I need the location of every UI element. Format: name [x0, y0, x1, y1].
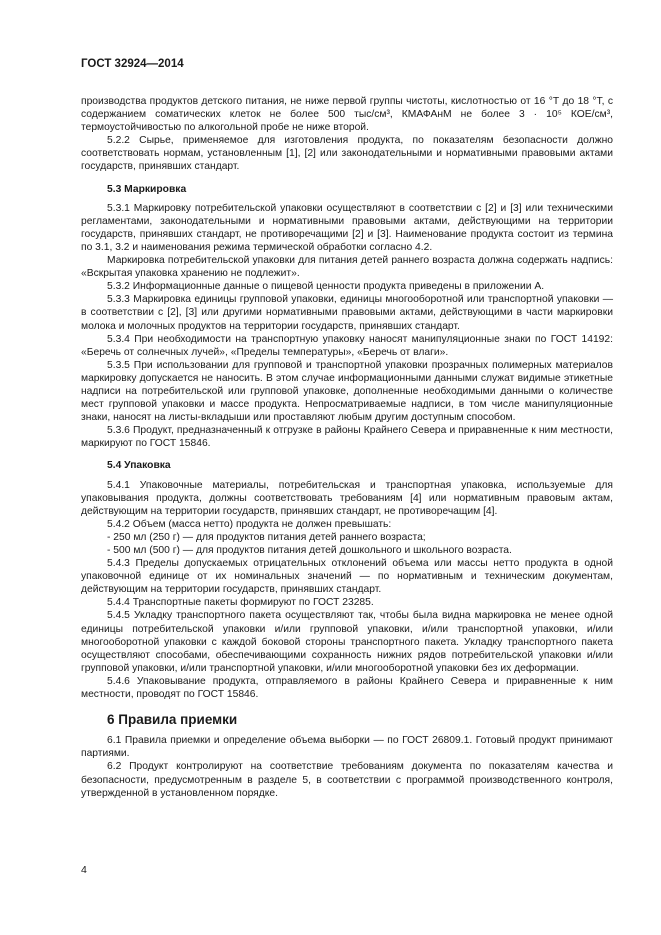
paragraph-5-4-6: 5.4.6 Упаковывание продукта, отправляемого в районы Крайнего Севера и приравненные к ним местности, проводят по ГОСТ 15846. — [81, 675, 613, 701]
list-item: - 500 мл (500 г) — для продуктов питания детей дошкольного и школьного возраста. — [107, 545, 512, 556]
paragraph-5-3-1-b: Маркировка потребительской упаковки для питания детей раннего возраста должна содержать надпись: «Вскрытая упаковка хранению не подлежит». — [81, 255, 613, 280]
document-header: ГОСТ 32924—2014 — [81, 58, 184, 70]
paragraph-5-4-1: 5.4.1 Упаковочные материалы, потребительская и транспортная упаковка, используемые для упаковывания продукта, должны соответствовать требованиям [4] или нормативным правовым актам, действующим на территории государств, принявших стандарт, не противоречащим [4]. — [81, 479, 613, 517]
paragraph-5-3-5: 5.3.5 При использовании для групповой и транспортной упаковки прозрачных полимерных материалов маркировку допускается не наносить. В этом случае информационными данными служат видимые этикетные надписи на потребительской или групповой упаковке, дополненные необходимыми данными о количестве мест групповой упаковки и массе продукта. Непросматриваемые надписи, в том числе манипуляционные знаки, наносят на листы-вкладыши или проставляют любым другим доступным способом. — [81, 359, 613, 424]
paragraph-5-4-5: 5.4.5 Укладку транспортного пакета осуществляют так, чтобы была видна маркировка не менее одной единицы потребительской упаковки и/или групповой упаковки, и/или транспортной упаковки, и/или многооборотной упаковки с каждой боковой стороны транспортного пакета. Укладку транспортного пакета осуществляют способами, обеспечивающими сохранность нижних рядов потребительской упаковки и/или групповой упаковки, и/или транспортной упаковки, и/или многооборотной упаковки без их деформации. — [81, 610, 613, 674]
paragraph-continuation: производства продуктов детского питания, не ниже первой группы чистоты, кислотностью от 16 °Т до 18 °Т, с содержанием соматических клеток не более 500 тыс/см³, КМАФАнМ не более 3 · 10⁵ КОЕ/см³, термоустойчивостью по алкогольной пробе не ниже второй. — [81, 96, 613, 134]
paragraph-6-1: 6.1 Правила приемки и определение объема выборки — по ГОСТ 26809.1. Готовый продукт принимают партиями. — [81, 735, 613, 760]
paragraph-5-3-3: 5.3.3 Маркировка единицы групповой упаковки, единицы многооборотной или транспортной упаковки — в соответствии с [2], [3] или другими нормативными правовыми актами, действующими в части маркировки молока и молочных продуктов на территории государств, принявших стандарт. — [81, 294, 613, 332]
paragraph-5-4-3: 5.4.3 Пределы допускаемых отрицательных отклонений объема или массы нетто продукта в одной упаковочной единице от их номинальных значений — по нормативным и техническим документам, действующим на территории государств, принявших стандарт. — [81, 558, 613, 596]
paragraph-5-4-2: 5.4.2 Объем (масса нетто) продукта не должен превышать: — [107, 518, 392, 530]
heading-section-6: 6 Правила приемки — [107, 712, 238, 728]
heading-5-3: 5.3 Маркировка — [107, 183, 187, 195]
paragraph-5-3-1: 5.3.1 Маркировку потребительской упаковки осуществляют в соответствии с [2] и [3] или техническими регламентами, законодательными и нормативными правовыми актами, действующими на территории государств, принявших стандарт, не противоречащими [2] и [3]. Наименование продукта состоит из термина по 3.1, 3.2 и наименования режима термической обработки согласно 4.2. — [81, 202, 613, 253]
paragraph-5-3-4: 5.3.4 При необходимости на транспортную упаковку наносят манипуляционные знаки по ГОСТ 14192: «Беречь от солнечных лучей», «Пределы температуры», «Беречь от влаги». — [81, 333, 613, 358]
page-number: 4 — [81, 864, 87, 876]
page-content — [81, 95, 613, 800]
paragraph-6-2: 6.2 Продукт контролируют на соответствие требованиям документа по показателям качества и безопасности, предусмотренным в разделе 5, в соответствии с программой производственного контроля, утвержденной в установленном порядке. — [81, 761, 613, 799]
list-item: - 250 мл (250 г) — для продуктов питания детей раннего возраста; — [107, 531, 426, 543]
heading-5-4: 5.4 Упаковка — [107, 460, 171, 472]
paragraph-5-4-4: 5.4.4 Транспортные пакеты формируют по ГОСТ 23285. — [107, 597, 374, 609]
paragraph-5-3-2: 5.3.2 Информационные данные о пищевой ценности продукта приведены в приложении А. — [107, 281, 545, 293]
paragraph-5-2-2: 5.2.2 Сырье, применяемое для изготовления продукта, по показателям безопасности должно соответствовать нормам, установленным [1], [2] или законодательными и нормативными правовыми актами государств, принявших стандарт. — [81, 135, 613, 173]
paragraph-5-3-6: 5.3.6 Продукт, предназначенный к отгрузке в районы Крайнего Севера и приравненные к ним местности, маркируют по ГОСТ 15846. — [81, 425, 613, 450]
